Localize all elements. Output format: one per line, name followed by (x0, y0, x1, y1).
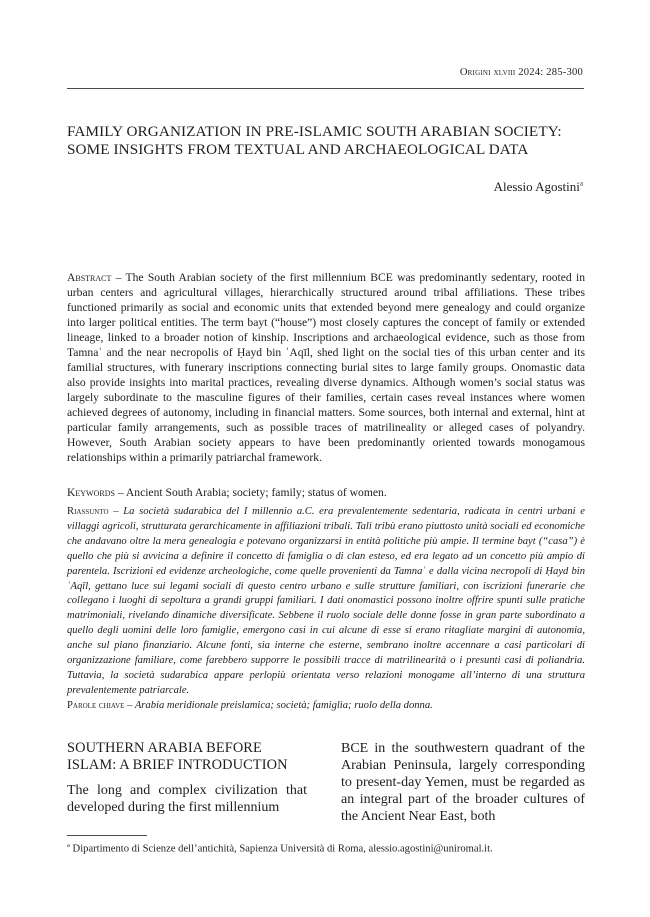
footnote (67, 839, 587, 856)
author-name: Alessio Agostini (493, 179, 580, 194)
journal-pages: 2024: 285-300 (518, 67, 583, 78)
section-heading: SOUTHERN ARABIA BEFORE ISLAM: A BRIEF INTRODUCTION (67, 740, 288, 773)
abstract-text: – The South Arabian society of the first millennium BCE was predominantly sedentary, rooted in urban centers and agricultural villages, hierarchically structured around tribal affiliations. These tribes functioned primarily as social and economic units that extended beyond mere genealogy and could organize into larger political entities. The term bayt (“house”) most closely captures the concept of family or extended lineage, linked to a broader notion of kinship. Inscriptions and archaeological evidence, such as those from Tamnaʿ and the near necropolis of Ḥayd bin ʿAqīl, shed light on the social ties of this urban center and its familial structures, with funerary inscriptions connecting burial sites to large family groups. Onomastic data also provide insights into marital practices, revealing diverse dynamics. Although women’s social status was largely subordinate to the masculine figures of their families, certain cases reveal instances where women achieved degrees of autonomy, including in financial matters. Some sources, both internal and external, hint at particular family arrangements, such as possible traces of matrilineality or alleged cases of polyandry. However, South Arabian society appears to have been predominantly oriented towards monogamous relationships within a primarily patriarchal framework. (67, 271, 586, 464)
keywords (67, 485, 585, 500)
body-paragraph-left: The long and complex civilization that developed during the first millennium (67, 783, 307, 815)
footnote-text: Dipartimento di Scienze dell’antichità, Sapienza Università di Roma, alessio.agostini@uniromal.it. (72, 843, 493, 855)
article-title: FAMILY ORGANIZATION IN PRE-ISLAMIC SOUTH ARABIAN SOCIETY: SOME INSIGHTS FROM TEXTUAL AND ARCHAEOLOGICAL DATA (67, 123, 562, 158)
body-paragraph-right: BCE in the southwestern quadrant of the Arabian Peninsula, largely corresponding to present-day Yemen, must be regarded as an integral part of the broader cultures of the Ancient Near East, both (341, 741, 585, 824)
riassunto-label: Riassunto (67, 506, 109, 517)
parole-chiave-text: – Arabia meridionale preislamica; società; famiglia; ruolo della donna. (127, 700, 433, 711)
parole-chiave-label: Parole chiave (67, 700, 125, 711)
keywords-label: Keywords (67, 486, 115, 499)
riassunto-text: – La società sudarabica del I millennio a.C. era prevalentemente sedentaria, radicata in centri urbani e villaggi agricoli, strutturata gerarchicamente in affiliazioni tribali. Tali tribù erano piuttosto unità sociali ed economiche che andavano oltre la mera genealogia e potevano organizzarsi in entità politiche più ampie. Il termine bayt (“casa”) è quello che più si avvicina a definire il concetto di famiglia o di clan esteso, ed era legato ad un concetto più ampio di parentela. Iscrizioni ed evidenze archeologiche, come quelle provenienti da Tamnaʿ e dalla vicina necropoli di Ḥayd bin ʿAqīl, gettano luce sui legami sociali di questo centro urbano e sulle strutture familiari, con iscrizioni funerarie che collegano i luoghi di sepoltura a grandi gruppi familiari. I dati onomastici possono inoltre offrire spunti sulle pratiche matrimoniali, rivelando dinamiche diversificate. Sebbene il ruolo sociale delle donne fosse in gran parte subordinato a quello degli uomini delle loro famiglie, emergono casi in cui alcune di esse si erano ritagliate margini di autonomia, anche sul piano finanziario. Alcune fonti, sia interne che esterne, sembrano inoltre accennare a casi particolari di organizzazione familiare, come farebbero supporre le possibili tracce di matrilinearità o i presunti casi di poliandria. Tuttavia, la società sudarabica appare perlopiù orientata verso relazioni monogame all’interno di una struttura prevalentemente patriarcale. (67, 506, 585, 696)
abstract (67, 270, 585, 465)
running-head (460, 67, 583, 78)
journal-name: Origini xlviii (459, 67, 516, 78)
footnote-mark: a (67, 842, 70, 849)
author-line (494, 179, 583, 195)
parole-chiave (67, 699, 585, 713)
body-column-left (67, 740, 307, 816)
keywords-text: – Ancient South Arabia; society; family; status of women. (117, 486, 387, 499)
header-rule (67, 88, 584, 89)
author-footnote-mark: a (579, 179, 583, 188)
riassunto (67, 505, 585, 699)
footnote-rule (67, 835, 147, 836)
abstract-label: Abstract (67, 271, 112, 284)
